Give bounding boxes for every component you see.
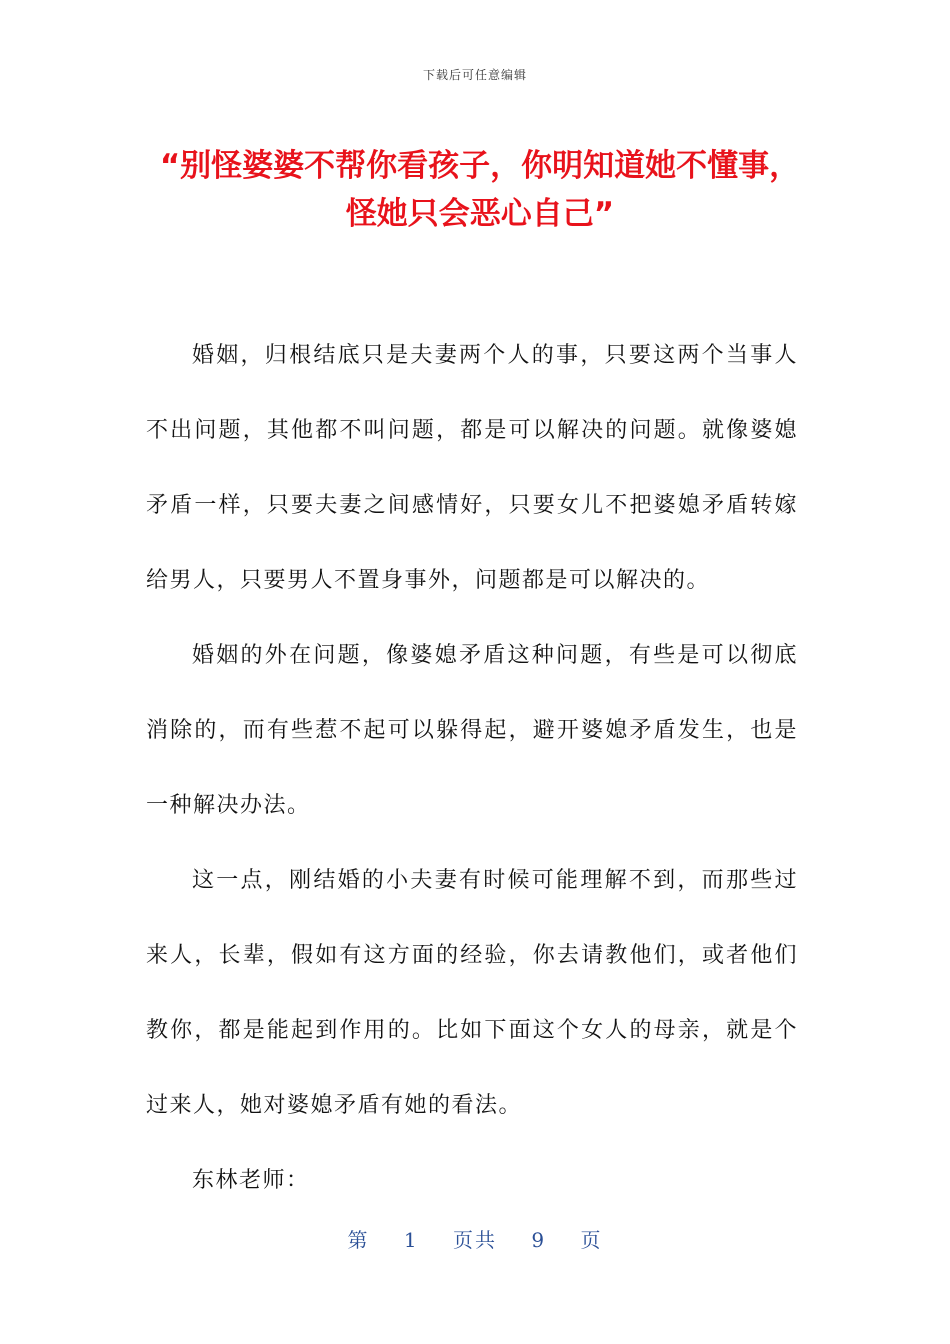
paragraph-2: 婚姻的外在问题，像婆媳矛盾这种问题，有些是可以彻底消除的，而有些惹不起可以躲得起，避开婆媳矛盾发生，也是一种解决办法。 (146, 643, 798, 818)
document-body (146, 318, 798, 1218)
page-suffix: 页 (580, 1228, 603, 1252)
page-prefix: 第 (347, 1228, 370, 1252)
total-pages-number: 9 (531, 1228, 547, 1252)
paragraph-4: 东林老师： (192, 1168, 310, 1193)
page-middle: 页共 (453, 1228, 497, 1252)
current-page-number: 1 (403, 1228, 419, 1252)
paragraph-1: 婚姻，归根结底只是夫妻两个人的事，只要这两个当事人不出问题，其他都不叫问题，都是可以解决的问题。就像婆媳矛盾一样，只要夫妻之间感情好，只要女儿不把婆媳矛盾转嫁给男人，只要男人不置身事外，问题都是可以解决的。 (146, 343, 798, 593)
paragraph-3: 这一点，刚结婚的小夫妻有时候可能理解不到，而那些过来人，长辈，假如有这方面的经验，你去请教他们，或者他们教你，都是能起到作用的。比如下面这个女人的母亲，就是个过来人，她对婆媳矛盾有她的看法。 (146, 868, 798, 1118)
header-note: 下载后可任意编辑 (422, 68, 527, 82)
document-title: “别怪婆婆不帮你看孩子，你明知道她不懂事，怪她只会恶心自己” (159, 148, 801, 232)
page-footer (0, 1224, 950, 1253)
